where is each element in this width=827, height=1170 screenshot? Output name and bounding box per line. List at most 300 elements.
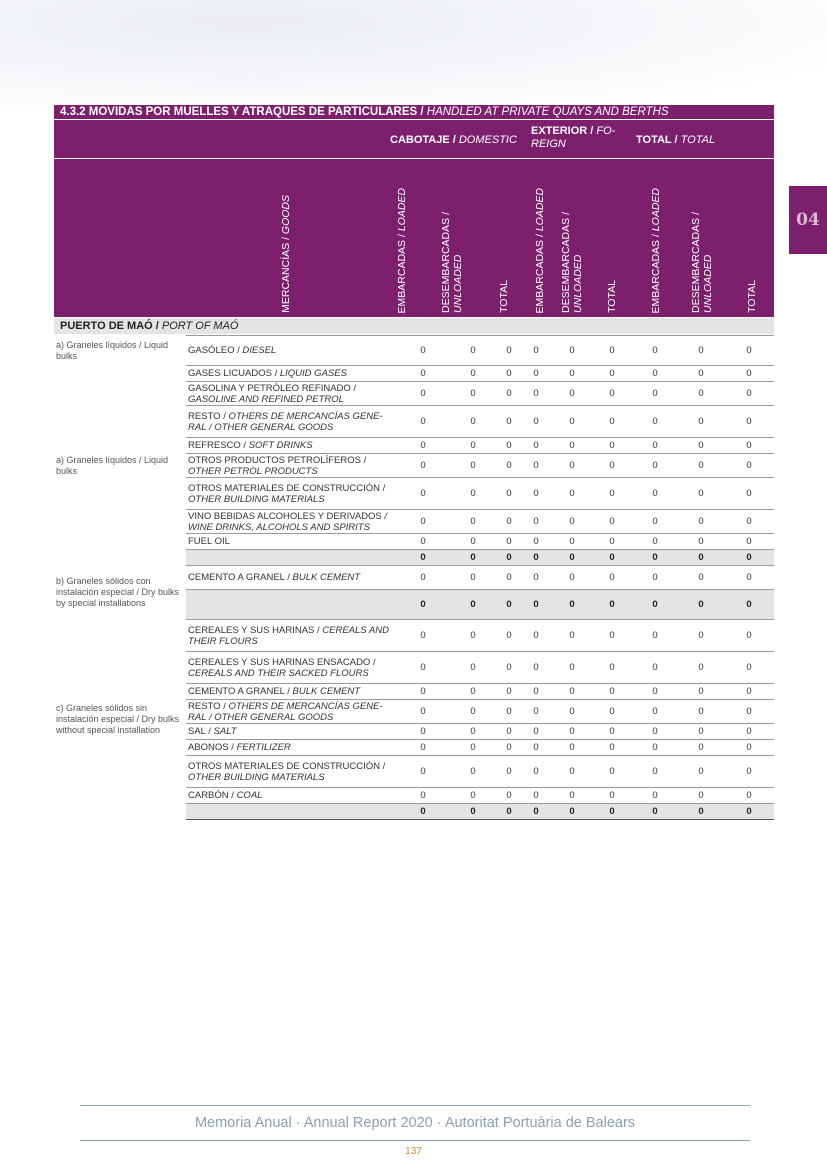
group-total-main: TOTAL /: [636, 134, 681, 146]
goods-em: DIESEL: [242, 345, 277, 356]
value-cell: 0: [520, 740, 552, 756]
goods-cell: [186, 438, 398, 454]
value-cell: 0: [498, 756, 520, 788]
goods-cell: [186, 406, 398, 438]
category-cell: a) Graneles líquidos / Liquid bulks: [56, 339, 169, 361]
value-cell: 0: [448, 620, 498, 652]
col-goods-main: MERCANCÍAS /: [280, 234, 292, 313]
category-cell: a) Graneles líquidos / Liquid bulks: [56, 454, 169, 476]
title-main: 4.3.2 MOVIDAS POR MUELLES Y ATRAQUES DE PARTICULARES /: [60, 106, 427, 118]
value-cell: 0: [592, 550, 632, 566]
value-cell: 0: [724, 478, 774, 510]
data-table: [54, 335, 774, 820]
value-cell: 0: [678, 382, 724, 406]
value-cell: 0: [520, 366, 552, 382]
value-cell: 0: [724, 382, 774, 406]
value-cell: 0: [632, 652, 678, 684]
value-cell: 0: [552, 700, 592, 724]
col-ext-loaded-main: EMBARCADAS /: [534, 230, 546, 313]
value-cell: 0: [592, 366, 632, 382]
value-cell: 0: [724, 756, 774, 788]
value-cell: 0: [592, 510, 632, 534]
value-cell: 0: [724, 590, 774, 620]
value-cell: 0: [498, 534, 520, 550]
goods-cell: [186, 724, 398, 740]
value-cell: 0: [678, 788, 724, 804]
port-main: PUERTO DE MAÓ /: [60, 320, 162, 332]
col-goods-label: [280, 195, 292, 313]
value-cell: 0: [552, 590, 592, 620]
value-cell: 0: [398, 478, 448, 510]
value-cell: 0: [632, 454, 678, 478]
value-cell: 0: [678, 740, 724, 756]
group-cabotaje-main: CABOTAJE /: [390, 134, 459, 146]
value-cell: 0: [592, 478, 632, 510]
goods-cell: [186, 366, 398, 382]
value-cell: 0: [552, 478, 592, 510]
value-cell: 0: [498, 550, 520, 566]
value-cell: 0: [520, 788, 552, 804]
goods-main: CARBÓN /: [188, 790, 237, 801]
value-cell: 0: [448, 454, 498, 478]
value-cell: 0: [632, 438, 678, 454]
value-cell: 0: [498, 566, 520, 590]
col-tot-unloaded-em: UNLOADED: [702, 254, 714, 313]
value-cell: 0: [552, 620, 592, 652]
value-cell: 0: [632, 700, 678, 724]
value-cell: 0: [498, 740, 520, 756]
goods-cell: [186, 700, 398, 724]
col-cab-total: TOTAL: [498, 280, 510, 313]
value-cell: 0: [520, 804, 552, 820]
value-cell: 0: [448, 366, 498, 382]
table-title: [54, 105, 774, 119]
value-cell: 0: [448, 700, 498, 724]
goods-cell: [186, 550, 398, 566]
goods-main: CEMENTO A GRANEL /: [188, 572, 293, 583]
value-cell: 0: [632, 510, 678, 534]
col-cab-unloaded-em: UNLOADED: [452, 254, 464, 313]
value-cell: 0: [448, 406, 498, 438]
value-cell: 0: [448, 724, 498, 740]
value-cell: 0: [724, 788, 774, 804]
table-row: [54, 366, 774, 382]
value-cell: 0: [678, 590, 724, 620]
value-cell: 0: [520, 724, 552, 740]
value-cell: 0: [632, 724, 678, 740]
value-cell: 0: [724, 684, 774, 700]
value-cell: 0: [724, 510, 774, 534]
value-cell: 0: [678, 652, 724, 684]
value-cell: 0: [498, 700, 520, 724]
value-cell: 0: [724, 406, 774, 438]
value-cell: 0: [398, 724, 448, 740]
value-cell: 0: [448, 740, 498, 756]
value-cell: 0: [592, 788, 632, 804]
goods-cell: [186, 756, 398, 788]
value-cell: 0: [552, 510, 592, 534]
value-cell: 0: [520, 684, 552, 700]
value-cell: 0: [592, 534, 632, 550]
value-cell: 0: [520, 382, 552, 406]
value-cell: 0: [592, 566, 632, 590]
goods-em: BULK CEMENT: [292, 572, 361, 583]
group-exterior-em: FO-REIGN: [531, 125, 616, 150]
goods-cell: [186, 534, 398, 550]
value-cell: 0: [448, 510, 498, 534]
value-cell: 0: [724, 652, 774, 684]
value-cell: 0: [552, 550, 592, 566]
goods-em: GASOLINE AND REFINED PETROL: [188, 393, 344, 405]
table-row: [54, 566, 774, 590]
value-cell: 0: [592, 620, 632, 652]
value-cell: 0: [552, 756, 592, 788]
goods-main: OTROS PRODUCTOS PETROLÍFEROS /: [188, 454, 367, 466]
value-cell: 0: [592, 724, 632, 740]
col-tot-unloaded: [690, 212, 714, 313]
goods-em: BULK CEMENT: [292, 686, 361, 697]
value-cell: 0: [678, 336, 724, 366]
goods-em: OTHER BUILDING MATERIALS: [188, 771, 325, 783]
goods-main: CEMENTO A GRANEL /: [188, 686, 293, 697]
value-cell: 0: [724, 534, 774, 550]
goods-main: RESTO /: [188, 700, 229, 712]
goods-cell: [186, 566, 398, 590]
goods-cell: [186, 590, 398, 620]
goods-em: FERTILIZER: [236, 742, 291, 753]
goods-cell: [186, 510, 398, 534]
value-cell: 0: [592, 382, 632, 406]
group-cabotaje-em: DOMESTIC: [458, 134, 517, 146]
value-cell: 0: [678, 756, 724, 788]
value-cell: 0: [678, 550, 724, 566]
goods-em: COAL: [236, 790, 263, 801]
value-cell: 0: [498, 406, 520, 438]
group-cabotaje: [390, 134, 530, 147]
goods-cell: [186, 804, 398, 820]
page-number: 137: [405, 1146, 422, 1157]
goods-main: OTROS MATERIALES DE CONSTRUCCIÓN /: [188, 482, 386, 494]
column-header-band: [54, 159, 774, 317]
col-tot-loaded-main: EMBARCADAS /: [650, 230, 662, 313]
value-cell: 0: [520, 454, 552, 478]
goods-cell: [186, 336, 398, 366]
value-cell: 0: [724, 724, 774, 740]
value-cell: 0: [498, 478, 520, 510]
value-cell: 0: [592, 590, 632, 620]
value-cell: 0: [398, 406, 448, 438]
col-cab-loaded: [396, 188, 408, 313]
port-row: [54, 318, 774, 334]
col-tot-loaded-em: LOADED: [650, 187, 662, 231]
value-cell: 0: [448, 804, 498, 820]
value-cell: 0: [724, 454, 774, 478]
goods-em: LIQUID GASES: [279, 368, 347, 379]
value-cell: 0: [678, 804, 724, 820]
value-cell: 0: [724, 620, 774, 652]
col-cab-loaded-main: EMBARCADAS /: [396, 230, 408, 313]
value-cell: 0: [398, 652, 448, 684]
goods-em: SOFT DRINKS: [248, 440, 313, 451]
group-exterior: [531, 125, 621, 151]
goods-em: OTHER BUILDING MATERIALS: [188, 493, 325, 505]
value-cell: 0: [552, 534, 592, 550]
goods-main: CEREALES Y SUS HARINAS ENSACADO /: [188, 656, 376, 668]
value-cell: 0: [678, 478, 724, 510]
value-cell: 0: [498, 438, 520, 454]
value-cell: 0: [552, 382, 592, 406]
value-cell: 0: [678, 566, 724, 590]
value-cell: 0: [520, 336, 552, 366]
value-cell: 0: [520, 510, 552, 534]
col-ext-loaded-em: LOADED: [534, 187, 546, 231]
goods-cell: [186, 478, 398, 510]
goods-main: OTROS MATERIALES DE CONSTRUCCIÓN /: [188, 760, 386, 772]
col-ext-loaded: [534, 188, 546, 313]
value-cell: 0: [632, 590, 678, 620]
value-cell: 0: [632, 756, 678, 788]
section-tab: 04: [789, 186, 827, 254]
value-cell: 0: [592, 740, 632, 756]
goods-main: REFRESCO /: [188, 440, 249, 451]
value-cell: 0: [724, 700, 774, 724]
goods-main: GASÓLEO /: [188, 345, 243, 356]
value-cell: 0: [520, 566, 552, 590]
value-cell: 0: [520, 756, 552, 788]
value-cell: 0: [592, 652, 632, 684]
value-cell: 0: [592, 438, 632, 454]
value-cell: 0: [398, 438, 448, 454]
col-cab-unloaded-main: DESEMBARCADAS /: [440, 212, 452, 313]
value-cell: 0: [398, 740, 448, 756]
value-cell: 0: [724, 740, 774, 756]
value-cell: 0: [552, 454, 592, 478]
value-cell: 0: [448, 534, 498, 550]
goods-cell: [186, 684, 398, 700]
value-cell: 0: [678, 700, 724, 724]
value-cell: 0: [398, 534, 448, 550]
goods-main: VINO BEBIDAS ALCOHOLES Y DERIVADOS: [188, 510, 385, 522]
goods-cell: [186, 620, 398, 652]
value-cell: 0: [498, 788, 520, 804]
value-cell: 0: [498, 652, 520, 684]
value-cell: 0: [398, 590, 448, 620]
value-cell: 0: [552, 652, 592, 684]
goods-em: OTHERS DE MERCANCÍAS GENE-RAL / OTHER GENERAL GOODS: [188, 410, 383, 433]
value-cell: 0: [520, 534, 552, 550]
value-cell: 0: [678, 454, 724, 478]
group-header-band: [54, 120, 774, 158]
goods-em: SALT: [213, 726, 237, 737]
value-cell: 0: [520, 700, 552, 724]
value-cell: 0: [448, 756, 498, 788]
value-cell: 0: [724, 336, 774, 366]
col-ext-unloaded: [560, 212, 584, 313]
value-cell: 0: [520, 652, 552, 684]
goods-main: CEREALES Y SUS HARINAS /: [188, 624, 323, 636]
value-cell: 0: [398, 684, 448, 700]
value-cell: 0: [632, 620, 678, 652]
value-cell: 0: [498, 804, 520, 820]
value-cell: 0: [724, 366, 774, 382]
value-cell: 0: [448, 336, 498, 366]
col-tot-loaded: [650, 188, 662, 313]
col-ext-unloaded-main: DESEMBARCADAS /: [560, 212, 572, 313]
goods-main: FUEL OIL: [188, 536, 230, 547]
col-goods-em: GOODS: [280, 195, 292, 235]
port-em: PORT OF MAÓ: [161, 320, 239, 332]
value-cell: 0: [552, 684, 592, 700]
goods-cell: [186, 788, 398, 804]
value-cell: 0: [448, 438, 498, 454]
value-cell: 0: [592, 406, 632, 438]
col-ext-total: TOTAL: [606, 280, 618, 313]
category-cell: c) Graneles sólidos sin instalación especial / Dry bulks without special installation: [56, 703, 180, 735]
goods-main: SAL /: [188, 726, 214, 737]
value-cell: 0: [448, 652, 498, 684]
value-cell: 0: [498, 684, 520, 700]
value-cell: 0: [678, 366, 724, 382]
goods-cell: [186, 454, 398, 478]
value-cell: 0: [448, 382, 498, 406]
value-cell: 0: [724, 566, 774, 590]
value-cell: 0: [398, 454, 448, 478]
col-tot-unloaded-main: DESEMBARCADAS /: [690, 212, 702, 313]
value-cell: 0: [632, 382, 678, 406]
value-cell: 0: [678, 406, 724, 438]
goods-main: GASOLINA Y PETRÓLEO REFINADO /: [188, 382, 357, 394]
value-cell: 0: [632, 684, 678, 700]
value-cell: 0: [592, 756, 632, 788]
value-cell: 0: [632, 740, 678, 756]
value-cell: 0: [552, 336, 592, 366]
value-cell: 0: [448, 550, 498, 566]
value-cell: 0: [592, 700, 632, 724]
value-cell: 0: [398, 382, 448, 406]
value-cell: 0: [398, 788, 448, 804]
background-splash: [0, 0, 827, 110]
value-cell: 0: [498, 620, 520, 652]
group-exterior-main: EXTERIOR /: [531, 125, 597, 137]
value-cell: 0: [552, 366, 592, 382]
goods-main: ABONOS /: [188, 742, 237, 753]
value-cell: 0: [398, 700, 448, 724]
value-cell: 0: [724, 550, 774, 566]
goods-em: OTHERS DE MERCANCÍAS GENE-RAL / OTHER GENERAL GOODS: [188, 700, 383, 723]
goods-main: RESTO /: [188, 410, 229, 422]
value-cell: 0: [678, 438, 724, 454]
value-cell: 0: [592, 454, 632, 478]
value-cell: 0: [632, 534, 678, 550]
value-cell: 0: [552, 566, 592, 590]
value-cell: 0: [552, 724, 592, 740]
col-ext-unloaded-em: UNLOADED: [572, 254, 584, 313]
value-cell: 0: [678, 534, 724, 550]
value-cell: 0: [632, 788, 678, 804]
goods-cell: [186, 382, 398, 406]
goods-em: / WINE DRINKS, ALCOHOLS AND SPIRITS: [188, 510, 388, 533]
group-total: [636, 134, 746, 147]
col-cab-unloaded: [440, 212, 464, 313]
value-cell: 0: [398, 620, 448, 652]
value-cell: 0: [498, 382, 520, 406]
value-cell: 0: [398, 804, 448, 820]
value-cell: 0: [398, 756, 448, 788]
value-cell: 0: [448, 478, 498, 510]
value-cell: 0: [398, 336, 448, 366]
goods-em: OTHER PETROL PRODUCTS: [188, 465, 318, 477]
goods-em: CEREALS AND THEIR SACKED FLOURS: [188, 667, 369, 679]
value-cell: 0: [632, 406, 678, 438]
value-cell: 0: [448, 684, 498, 700]
footer: Memoria Anual · Annual Report 2020 · Autoritat Portuària de Balears: [80, 1105, 750, 1141]
goods-cell: [186, 740, 398, 756]
value-cell: 0: [520, 550, 552, 566]
goods-cell: [186, 652, 398, 684]
col-tot-total: TOTAL: [746, 280, 758, 313]
value-cell: 0: [498, 724, 520, 740]
value-cell: 0: [552, 406, 592, 438]
value-cell: 0: [678, 684, 724, 700]
value-cell: 0: [448, 788, 498, 804]
value-cell: 0: [448, 566, 498, 590]
value-cell: 0: [448, 590, 498, 620]
value-cell: 0: [632, 336, 678, 366]
value-cell: 0: [520, 590, 552, 620]
value-cell: 0: [632, 366, 678, 382]
group-total-em: TOTAL: [680, 134, 716, 146]
value-cell: 0: [592, 804, 632, 820]
table-row: [54, 336, 774, 366]
value-cell: 0: [552, 438, 592, 454]
value-cell: 0: [398, 566, 448, 590]
value-cell: 0: [498, 336, 520, 366]
value-cell: 0: [592, 336, 632, 366]
value-cell: 0: [632, 550, 678, 566]
category-cell: b) Graneles sólidos con instalación especial / Dry bulks by special installations: [56, 576, 180, 608]
value-cell: 0: [632, 566, 678, 590]
value-cell: 0: [552, 804, 592, 820]
value-cell: 0: [632, 478, 678, 510]
value-cell: 0: [678, 620, 724, 652]
value-cell: 0: [498, 510, 520, 534]
value-cell: 0: [724, 804, 774, 820]
value-cell: 0: [552, 788, 592, 804]
value-cell: 0: [678, 724, 724, 740]
value-cell: 0: [632, 804, 678, 820]
value-cell: 0: [498, 366, 520, 382]
value-cell: 0: [592, 684, 632, 700]
value-cell: 0: [724, 438, 774, 454]
value-cell: 0: [678, 510, 724, 534]
title-em: HANDLED AT PRIVATE QUAYS AND BERTHS: [426, 106, 669, 118]
goods-em: CEREALS AND THEIR FLOURS: [188, 624, 389, 647]
value-cell: 0: [398, 510, 448, 534]
value-cell: 0: [520, 438, 552, 454]
value-cell: 0: [520, 620, 552, 652]
col-cab-loaded-em: LOADED: [396, 187, 408, 231]
value-cell: 0: [552, 740, 592, 756]
value-cell: 0: [498, 454, 520, 478]
value-cell: 0: [520, 478, 552, 510]
table-row: [54, 620, 774, 652]
value-cell: 0: [520, 406, 552, 438]
value-cell: 0: [498, 590, 520, 620]
data-table-body: [54, 336, 774, 820]
value-cell: 0: [398, 366, 448, 382]
value-cell: 0: [398, 550, 448, 566]
goods-main: GASES LICUADOS /: [188, 368, 280, 379]
